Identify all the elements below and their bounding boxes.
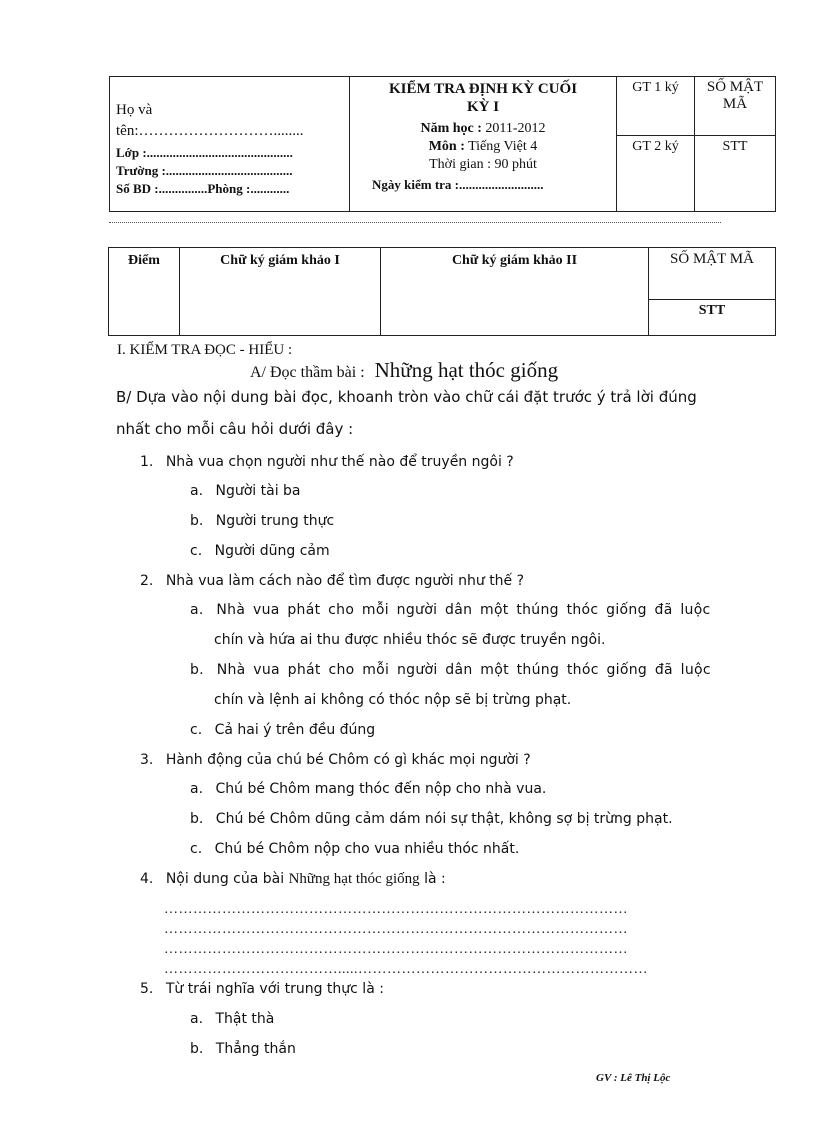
- question-3: [140, 752, 531, 768]
- option-text: Chú bé Chôm dũng cảm dám nói sự thật, không sợ bị trừng phạt.: [215, 811, 673, 827]
- exam-title-2: KỲ I: [466, 99, 500, 115]
- option-key: b.: [190, 811, 204, 827]
- answer-line[interactable]: ……………………………….....……………………………………………………: [164, 962, 648, 977]
- grade-stt-label: STT: [698, 303, 726, 318]
- question-1: [140, 454, 514, 470]
- instruction-line-2: nhất cho mỗi câu hỏi dưới đây :: [116, 420, 354, 438]
- option-2b: [190, 662, 711, 678]
- gt1-label: GT 1 ký: [632, 80, 679, 95]
- subject-value: Tiếng Việt 4: [468, 139, 538, 154]
- score-cell: [109, 248, 180, 335]
- option-key: b.: [190, 513, 204, 529]
- question-text-title: Những hạt thóc giống: [288, 871, 420, 887]
- option-2a-cont: chín và hứa ai thu được nhiều thóc sẽ được truyền ngôi.: [214, 632, 606, 648]
- exam-date-field: Ngày kiểm tra :..........................: [372, 177, 544, 192]
- option-text: Người tài ba: [215, 483, 301, 499]
- question-number: 5.: [140, 981, 154, 997]
- option-key: c.: [190, 841, 203, 857]
- examiner1-label: Chữ ký giám khảo I: [220, 253, 340, 268]
- option-key: c.: [190, 543, 203, 559]
- name-field: tên:………………………........: [116, 123, 304, 139]
- exam-info-cell: [350, 77, 617, 211]
- reading-heading: [250, 358, 558, 383]
- question-text-prefix: Nội dung của bài: [165, 871, 285, 887]
- sbd-room-field: Số BD :...............Phòng :............: [116, 181, 290, 196]
- score-label: Điểm: [128, 253, 160, 268]
- question-text: Từ trái nghĩa với trung thực là :: [165, 981, 384, 997]
- option-key: b.: [190, 1041, 204, 1057]
- option-text: Nhà vua phát cho mỗi người dân một thúng thóc giống đã luộc: [216, 662, 711, 678]
- option-1c: [190, 543, 330, 559]
- teacher-signature: GV : Lê Thị Lộc: [596, 1072, 671, 1084]
- subject-label: Môn :: [428, 139, 465, 154]
- option-text: Người dũng cảm: [214, 543, 330, 559]
- secret-code-divider: [695, 135, 775, 136]
- header-table: [109, 76, 776, 212]
- reading-title: Những hạt thóc giống: [374, 358, 559, 382]
- answer-line[interactable]: ……………………………………………………………………………………: [164, 942, 628, 957]
- question-text-suffix: là :: [424, 871, 446, 887]
- school-year-value: 2011-2012: [485, 121, 546, 136]
- option-key: c.: [190, 722, 203, 738]
- secret-code-label: SỐ MẬT MÃ: [706, 79, 764, 112]
- option-5a: [190, 1011, 274, 1027]
- option-key: a.: [190, 1011, 204, 1027]
- cut-line: [109, 222, 721, 223]
- section-title: I. KIỂM TRA ĐỌC - HIỂU :: [117, 342, 293, 358]
- option-text: Cả hai ý trên đều đúng: [214, 722, 376, 738]
- reading-label: A/ Đọc thầm bài :: [250, 364, 365, 381]
- option-3c: [190, 841, 519, 857]
- gt2-label: GT 2 ký: [632, 139, 679, 154]
- grade-table: [108, 247, 776, 336]
- subject: [350, 139, 616, 155]
- question-text: Hành động của chú bé Chôm có gì khác mọi người ?: [165, 752, 531, 768]
- school-field: Trường :.......................................: [116, 163, 293, 178]
- option-3a: [190, 781, 546, 797]
- option-2c: [190, 722, 375, 738]
- option-text: Người trung thực: [215, 513, 335, 529]
- question-4: [140, 871, 446, 888]
- examiner1-cell: [180, 248, 381, 335]
- option-1b: [190, 513, 334, 529]
- grader-cell: [617, 77, 695, 211]
- question-number: 1.: [140, 454, 154, 470]
- question-number: 2.: [140, 573, 154, 589]
- student-info-cell: [110, 77, 350, 211]
- question-2: [140, 573, 524, 589]
- option-text: Chú bé Chôm mang thóc đến nộp cho nhà vua.: [215, 781, 547, 797]
- examiner2-label: Chữ ký giám khảo II: [451, 253, 578, 268]
- option-key: a.: [190, 781, 204, 797]
- stt-label: STT: [722, 139, 748, 154]
- option-key: b.: [190, 662, 204, 678]
- question-5: [140, 981, 384, 997]
- option-1a: [190, 483, 301, 499]
- option-3b: [190, 811, 673, 827]
- exam-time: Thời gian : 90 phút: [429, 157, 537, 172]
- grade-code-cell: [649, 248, 775, 335]
- option-text: Nhà vua phát cho mỗi người dân một thúng thóc giống đã luộc: [216, 602, 711, 618]
- question-text: Nhà vua làm cách nào để tìm được người như thế ?: [165, 573, 525, 589]
- exam-title-1: KIỂM TRA ĐỊNH KỲ CUỐI: [388, 81, 578, 97]
- answer-line[interactable]: ……………………………………………………………………………………: [164, 922, 628, 937]
- grade-code-divider: [649, 299, 775, 300]
- option-key: a.: [190, 483, 204, 499]
- grade-code-label: SỐ MẬT MÃ: [670, 251, 754, 267]
- option-5b: [190, 1041, 296, 1057]
- school-year-label: Năm học :: [420, 121, 482, 136]
- option-2b-cont: chín và lệnh ai không có thóc nộp sẽ bị trừng phạt.: [214, 692, 572, 708]
- question-text: Nhà vua chọn người như thế nào để truyền ngôi ?: [165, 454, 514, 470]
- option-key: a.: [190, 602, 204, 618]
- option-2a: [190, 602, 711, 618]
- option-text: Chú bé Chôm nộp cho vua nhiều thóc nhất.: [214, 841, 520, 857]
- question-number: 3.: [140, 752, 154, 768]
- option-text: Thật thà: [215, 1011, 275, 1027]
- option-text: Thẳng thắn: [215, 1041, 296, 1057]
- instruction-line-1: B/ Dựa vào nội dung bài đọc, khoanh tròn vào chữ cái đặt trước ý trả lời đúng: [116, 388, 697, 406]
- secret-code-cell: [695, 77, 775, 211]
- grader-divider: [617, 135, 694, 136]
- class-field: Lớp :.............................................: [116, 145, 293, 160]
- question-number: 4.: [140, 871, 154, 887]
- name-label: Họ và: [116, 102, 153, 118]
- school-year: [350, 121, 616, 137]
- examiner2-cell: [381, 248, 649, 335]
- answer-line[interactable]: ……………………………………………………………………………………: [164, 902, 628, 917]
